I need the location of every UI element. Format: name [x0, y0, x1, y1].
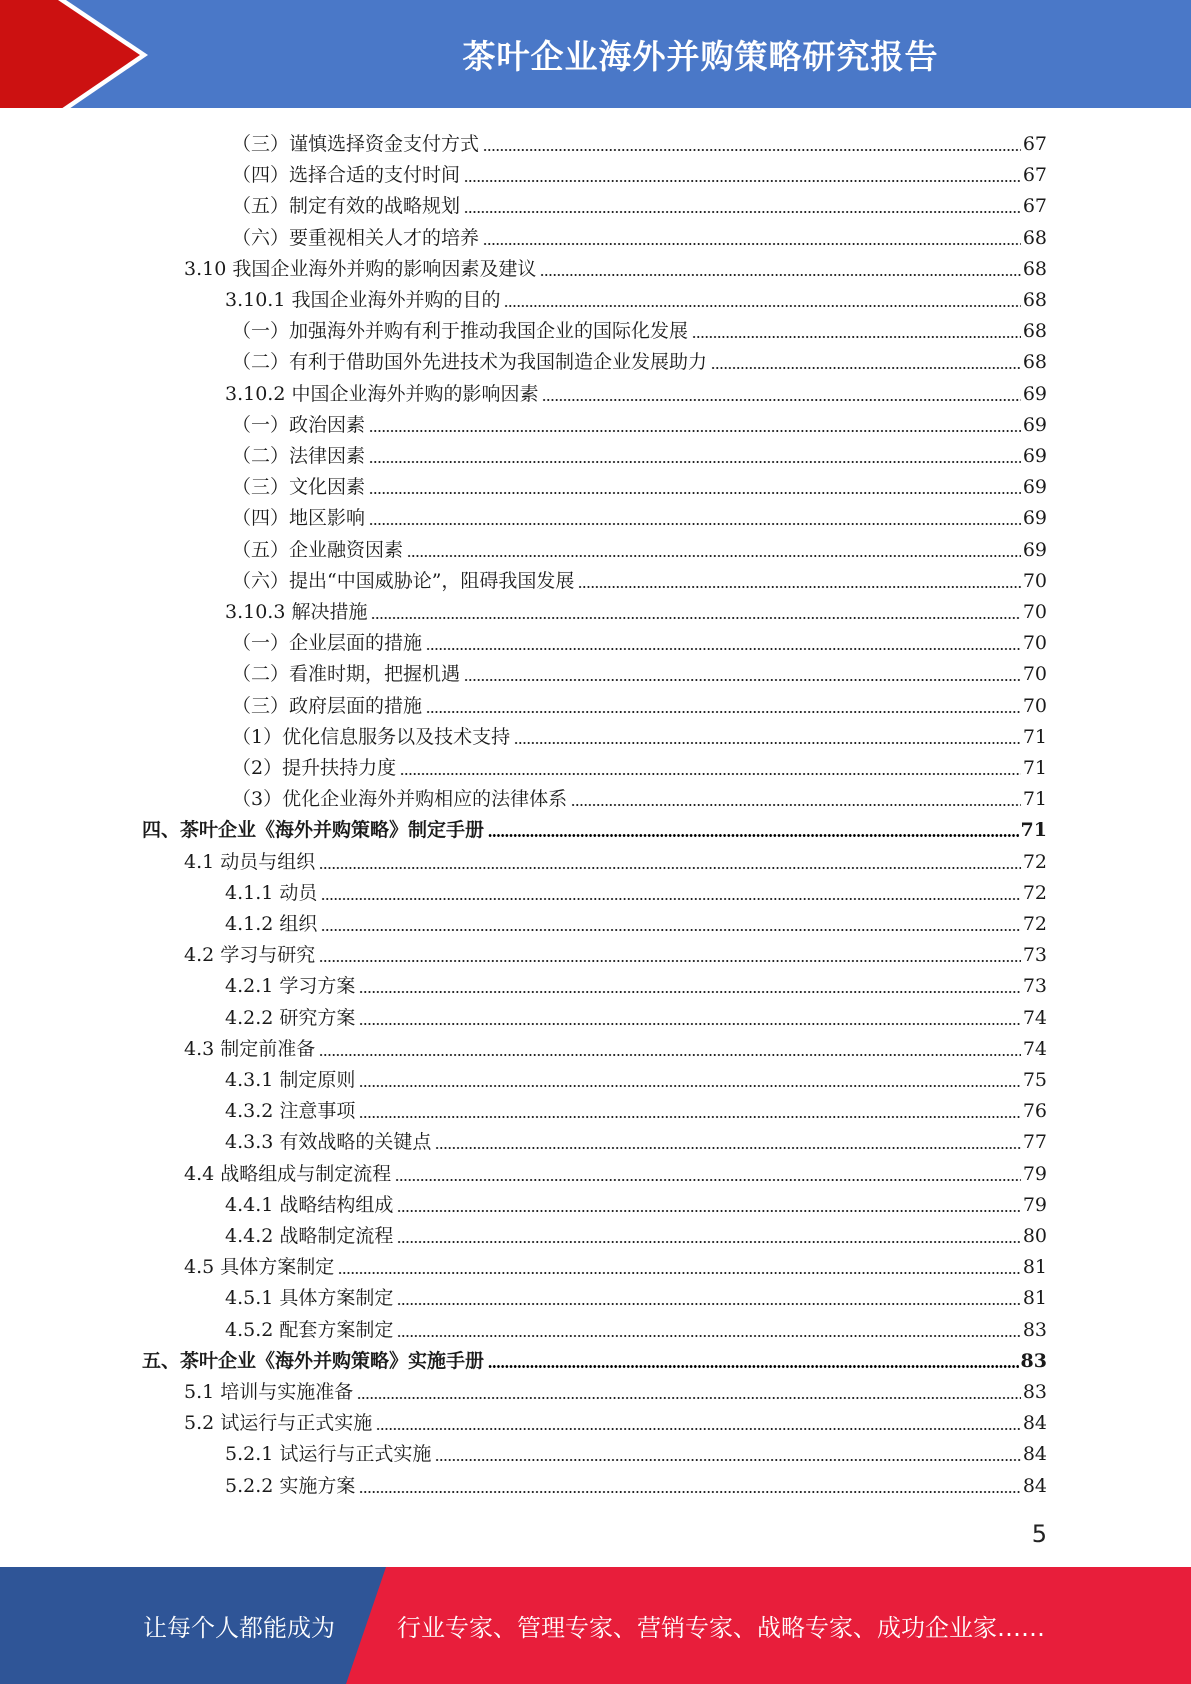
- toc-entry[interactable]: [184, 1156, 1047, 1187]
- toc-entry-label: 4.2 学习与研究: [184, 944, 316, 967]
- toc-entry-page: 71: [1022, 788, 1047, 811]
- toc-leader-dots: [369, 461, 1021, 463]
- toc-entry-label: 4.3.1 制定原则: [225, 1069, 356, 1091]
- toc-entry-label: （二）有利于借助国外先进技术为我国制造企业发展助力: [232, 351, 708, 374]
- toc-entry-label: 五、茶叶企业《海外并购策略》实施手册: [142, 1349, 485, 1372]
- toc-leader-dots: [488, 834, 1019, 837]
- toc-entry-label: 4.2.1 学习方案: [225, 975, 356, 998]
- toc-entry[interactable]: [225, 1062, 1047, 1093]
- toc-leader-dots: [435, 1147, 1020, 1149]
- toc-entry-page: 83: [1020, 1349, 1047, 1372]
- toc-entry-label: 4.5.2 配套方案制定: [225, 1318, 394, 1341]
- toc-entry[interactable]: [184, 844, 1047, 875]
- toc-leader-dots: [319, 960, 1021, 962]
- toc-entry-label: （一）企业层面的措施: [232, 632, 423, 655]
- toc-entry-label: 4.3 制定前准备: [184, 1037, 316, 1060]
- toc-entry-label: （1）优化信息服务以及技术支持: [232, 725, 511, 748]
- toc-entry-label: （四）选择合适的支付时间: [232, 164, 461, 187]
- report-title: 茶叶企业海外并购策略研究报告: [462, 36, 939, 76]
- toc-entry-label: （五）制定有效的战略规划: [232, 195, 461, 218]
- toc-leader-dots: [397, 1335, 1020, 1337]
- toc-entry-label: 4.2.2 研究方案: [225, 1006, 356, 1029]
- toc-leader-dots: [464, 180, 1021, 182]
- toc-entry-page: 72: [1022, 850, 1047, 873]
- toc-leader-dots: [504, 305, 1020, 307]
- toc-entry-page: 74: [1022, 1006, 1047, 1029]
- toc-entry-page: 72: [1022, 913, 1047, 935]
- toc-entry-label: 4.3.3 有效战略的关键点: [225, 1131, 432, 1154]
- toc-leader-dots: [692, 336, 1021, 338]
- toc-entry-page: 81: [1022, 1287, 1047, 1310]
- toc-entry-page: 68: [1022, 351, 1047, 374]
- toc-entry[interactable]: [225, 1124, 1047, 1155]
- toc-entry-label: 四、茶叶企业《海外并购策略》制定手册: [142, 819, 485, 842]
- toc-entry-label: 3.10 我国企业海外并购的影响因素及建议: [184, 257, 537, 280]
- toc-leader-dots: [369, 523, 1021, 525]
- toc-entry[interactable]: [225, 1436, 1047, 1467]
- toc-entry-label: （五）企业融资因素: [232, 538, 404, 561]
- toc-entry-label: 5.2.1 试运行与正式实施: [225, 1443, 432, 1466]
- toc-entry-page: 67: [1022, 164, 1047, 187]
- toc-entry[interactable]: [225, 1218, 1047, 1249]
- toc-leader-dots: [514, 742, 1021, 744]
- toc-entry-page: 70: [1022, 601, 1047, 623]
- toc-entry[interactable]: [184, 1249, 1047, 1280]
- toc-leader-dots: [359, 991, 1020, 993]
- page-footer: [0, 1567, 1191, 1684]
- toc-entry-page: 81: [1022, 1256, 1047, 1279]
- toc-entry[interactable]: [225, 1312, 1047, 1343]
- toc-leader-dots: [426, 711, 1021, 713]
- toc-entry-page: 69: [1022, 445, 1047, 467]
- toc-leader-dots: [397, 1241, 1020, 1243]
- toc-entry-page: 70: [1022, 569, 1047, 592]
- toc-leader-dots: [319, 867, 1021, 869]
- toc-entry-page: 72: [1022, 881, 1047, 904]
- toc-leader-dots: [407, 555, 1021, 557]
- toc-entry[interactable]: [225, 594, 1047, 625]
- toc-entry[interactable]: [184, 1374, 1047, 1405]
- toc-entry[interactable]: [225, 376, 1047, 407]
- toc-entry[interactable]: [225, 282, 1047, 313]
- toc-entry[interactable]: [232, 157, 1047, 188]
- toc-entry[interactable]: [225, 875, 1047, 906]
- toc-entry-page: 74: [1022, 1037, 1047, 1060]
- toc-leader-dots: [321, 929, 1020, 931]
- toc-leader-dots: [369, 430, 1021, 432]
- toc-entry[interactable]: [232, 532, 1047, 563]
- toc-entry-page: 75: [1022, 1069, 1047, 1091]
- toc-entry[interactable]: [232, 313, 1047, 344]
- toc-entry[interactable]: [232, 719, 1047, 750]
- toc-leader-dots: [321, 898, 1020, 900]
- toc-entry-label: （四）地区影响: [232, 507, 366, 530]
- toc-entry[interactable]: [225, 1000, 1047, 1031]
- toc-entry-label: 4.4 战略组成与制定流程: [184, 1162, 392, 1185]
- toc-entry-page: 84: [1022, 1443, 1047, 1466]
- toc-entry-label: 3.10.3 解决措施: [225, 601, 368, 623]
- toc-entry[interactable]: [225, 1187, 1047, 1218]
- toc-entry-label: 5.2 试运行与正式实施: [184, 1412, 373, 1435]
- toc-entry-page: 76: [1022, 1100, 1047, 1123]
- toc-entry-label: 5.1 培训与实施准备: [184, 1381, 354, 1403]
- toc-entry[interactable]: [225, 1280, 1047, 1311]
- toc-leader-dots: [359, 1116, 1020, 1118]
- toc-entry-page: 80: [1022, 1225, 1047, 1247]
- toc-leader-dots: [571, 804, 1021, 806]
- toc-leader-dots: [578, 586, 1020, 588]
- toc-entry[interactable]: [184, 251, 1047, 282]
- toc-entry-page: 69: [1022, 413, 1047, 436]
- toc-leader-dots: [359, 1023, 1020, 1025]
- toc-leader-dots: [371, 617, 1020, 619]
- toc-entry[interactable]: [184, 1405, 1047, 1436]
- toc-entry-label: （2）提升扶持力度: [232, 757, 397, 779]
- toc-entry[interactable]: [232, 656, 1047, 687]
- toc-entry[interactable]: [184, 1031, 1047, 1062]
- toc-leader-dots: [357, 1397, 1021, 1399]
- toc-leader-dots: [483, 149, 1021, 151]
- toc-leader-dots: [426, 648, 1021, 650]
- toc-entry[interactable]: [142, 812, 1047, 843]
- toc-entry-page: 84: [1022, 1474, 1047, 1497]
- toc-leader-dots: [542, 399, 1020, 401]
- toc-entry-label: 4.3.2 注意事项: [225, 1100, 356, 1123]
- toc-entry-page: 68: [1022, 226, 1047, 249]
- toc-leader-dots: [483, 243, 1021, 245]
- toc-entry-page: 73: [1022, 975, 1047, 998]
- toc-leader-dots: [464, 679, 1021, 681]
- toc-entry-page: 67: [1022, 133, 1047, 155]
- toc-entry[interactable]: [232, 407, 1047, 438]
- toc-entry-label: 4.4.1 战略结构组成: [225, 1193, 394, 1216]
- toc-leader-dots: [395, 1179, 1021, 1181]
- toc-entry-label: （三）谨慎选择资金支付方式: [232, 133, 480, 155]
- toc-leader-dots: [540, 274, 1020, 276]
- toc-entry-page: 68: [1022, 320, 1047, 343]
- toc-entry[interactable]: [232, 126, 1047, 157]
- toc-leader-dots: [359, 1085, 1020, 1087]
- toc-entry-page: 71: [1022, 757, 1047, 779]
- toc-entry[interactable]: [225, 1093, 1047, 1124]
- toc-leader-dots: [488, 1365, 1019, 1368]
- toc-leader-dots: [400, 773, 1021, 775]
- toc-entry-label: 4.4.2 战略制定流程: [225, 1225, 394, 1247]
- toc-leader-dots: [338, 1272, 1021, 1274]
- toc-entry-page: 70: [1022, 663, 1047, 686]
- toc-leader-dots: [397, 1210, 1020, 1212]
- toc-entry-page: 69: [1022, 382, 1047, 405]
- toc-entry-label: （三）政府层面的措施: [232, 694, 423, 717]
- toc-entry-page: 69: [1022, 538, 1047, 561]
- toc-entry-page: 70: [1022, 694, 1047, 717]
- toc-entry-page: 69: [1022, 476, 1047, 499]
- page-header: [0, 0, 1191, 111]
- toc-entry-label: （3）优化企业海外并购相应的法律体系: [232, 788, 568, 811]
- toc-leader-dots: [711, 367, 1021, 369]
- footer-slogan-left: 让每个人都能成为: [143, 1614, 335, 1642]
- toc-entry-page: 84: [1022, 1412, 1047, 1435]
- toc-entry-page: 77: [1022, 1131, 1047, 1154]
- toc-entry[interactable]: [142, 1343, 1047, 1374]
- toc-entry-page: 71: [1020, 819, 1047, 842]
- toc-entry-label: 4.5 具体方案制定: [184, 1256, 335, 1279]
- toc-entry[interactable]: [232, 469, 1047, 500]
- toc-entry-label: （二）法律因素: [232, 445, 366, 467]
- toc-entry-page: 67: [1022, 195, 1047, 218]
- footer-slogan-right: 行业专家、管理专家、营销专家、战略专家、成功企业家……: [397, 1614, 1045, 1642]
- toc-entry[interactable]: [225, 906, 1047, 937]
- page-number: 5: [1031, 1520, 1047, 1548]
- toc-entry[interactable]: [232, 688, 1047, 719]
- toc-entry-page: 68: [1022, 257, 1047, 280]
- toc-leader-dots: [359, 1491, 1020, 1493]
- toc-entry[interactable]: [225, 968, 1047, 999]
- toc-entry-page: 83: [1022, 1318, 1047, 1341]
- toc-entry[interactable]: [225, 1468, 1047, 1499]
- toc-entry-label: （一）加强海外并购有利于推动我国企业的国际化发展: [232, 320, 689, 343]
- toc-entry-page: 73: [1022, 944, 1047, 967]
- toc-entry[interactable]: [232, 344, 1047, 375]
- toc-entry-label: （三）文化因素: [232, 476, 366, 499]
- toc-entry-page: 79: [1022, 1162, 1047, 1185]
- toc-entry-label: （六）要重视相关人才的培养: [232, 226, 480, 249]
- toc-leader-dots: [369, 492, 1021, 494]
- toc-entry[interactable]: [184, 937, 1047, 968]
- toc-entry-label: （二）看准时期，把握机遇: [232, 663, 461, 686]
- toc-entry-page: 79: [1022, 1193, 1047, 1216]
- toc-leader-dots: [435, 1459, 1020, 1461]
- toc-entry-page: 70: [1022, 632, 1047, 655]
- toc-leader-dots: [376, 1428, 1021, 1430]
- toc-entry[interactable]: [232, 220, 1047, 251]
- toc-entry-page: 69: [1022, 507, 1047, 530]
- toc-leader-dots: [464, 211, 1021, 213]
- toc-entry[interactable]: [232, 750, 1047, 781]
- toc-entry-label: （六）提出“中国威胁论”，阻碍我国发展: [232, 569, 575, 592]
- toc-entry-label: 4.1 动员与组织: [184, 850, 316, 873]
- toc-entry-label: 3.10.2 中国企业海外并购的影响因素: [225, 382, 539, 405]
- toc-entry-page: 71: [1022, 725, 1047, 748]
- toc-entry-label: 4.1.2 组织: [225, 913, 318, 935]
- toc-entry-label: 4.5.1 具体方案制定: [225, 1287, 394, 1310]
- toc-entry[interactable]: [232, 500, 1047, 531]
- toc-entry[interactable]: [232, 438, 1047, 469]
- toc-entry-label: （一）政治因素: [232, 413, 366, 436]
- toc-leader-dots: [397, 1303, 1020, 1305]
- toc-entry[interactable]: [232, 625, 1047, 656]
- toc-entry-label: 5.2.2 实施方案: [225, 1474, 356, 1497]
- toc-entry-page: 68: [1022, 289, 1047, 311]
- toc-leader-dots: [319, 1054, 1021, 1056]
- toc-entry-label: 4.1.1 动员: [225, 881, 318, 904]
- toc-entry[interactable]: [232, 188, 1047, 219]
- toc-entry-label: 3.10.1 我国企业海外并购的目的: [225, 289, 501, 311]
- toc-entry[interactable]: [232, 781, 1047, 812]
- toc-entry[interactable]: [232, 563, 1047, 594]
- toc-entry-page: 83: [1022, 1381, 1047, 1403]
